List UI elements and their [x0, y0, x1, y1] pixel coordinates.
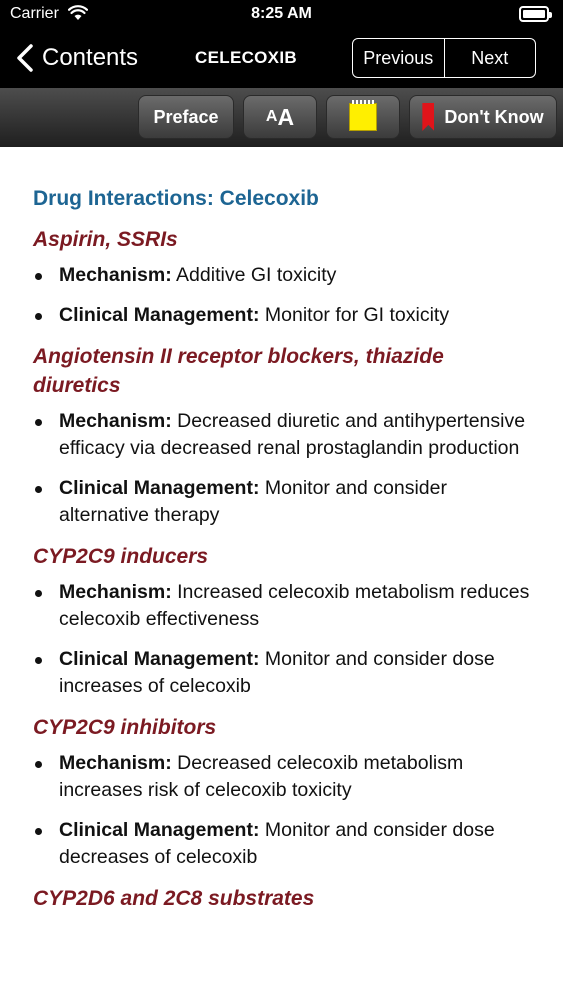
interaction-list	[33, 579, 563, 700]
item-label: Mechanism:	[59, 410, 172, 432]
prev-next-control	[352, 38, 536, 78]
list-item	[33, 579, 563, 633]
status-bar	[0, 0, 563, 30]
chevron-left-icon	[14, 43, 36, 73]
font-size-button[interactable]	[243, 95, 317, 139]
list-item	[33, 408, 563, 462]
item-label: Mechanism:	[59, 581, 172, 603]
list-item	[33, 817, 563, 871]
interaction-section	[33, 225, 563, 329]
interaction-list	[33, 408, 563, 529]
navigation-bar	[0, 0, 563, 88]
font-size-large-glyph: A	[277, 103, 295, 130]
interaction-section	[33, 342, 563, 529]
clock: 8:25 AM	[251, 5, 312, 22]
section-title: CYP2C9 inhibitors	[33, 716, 217, 739]
dont-know-label: Don't Know	[444, 106, 544, 127]
item-text: Monitor and consider dose increases of celecoxib	[59, 648, 495, 697]
font-size-small-glyph: A	[265, 108, 278, 125]
item-text: Increased celecoxib metabolism reduces celecoxib effectiveness	[59, 581, 530, 630]
battery-icon	[519, 6, 549, 22]
preface-button[interactable]: Preface	[138, 95, 234, 139]
interaction-list	[33, 750, 563, 871]
content-heading: Drug Interactions: Celecoxib	[33, 187, 319, 210]
item-label: Clinical Management:	[59, 819, 260, 841]
previous-button[interactable]: Previous	[363, 47, 434, 68]
section-title: Angiotensin II receptor blockers, thiazide diuretics	[33, 345, 444, 397]
list-item	[33, 262, 563, 289]
item-label: Mechanism:	[59, 264, 172, 286]
section-title: Aspirin, SSRIs	[33, 228, 178, 251]
item-text: Additive GI toxicity	[176, 264, 337, 286]
interaction-list	[33, 262, 563, 329]
list-item	[33, 475, 563, 529]
item-label: Mechanism:	[59, 752, 172, 774]
back-label: Contents	[42, 44, 139, 71]
dont-know-button[interactable]	[409, 95, 557, 139]
item-text: Monitor and consider dose decreases of celecoxib	[59, 819, 495, 868]
toolbar	[0, 88, 563, 147]
list-item	[33, 646, 563, 700]
list-item	[33, 302, 563, 329]
interaction-section	[33, 713, 563, 871]
bookmark-flag-icon	[422, 103, 434, 131]
item-label: Clinical Management:	[59, 477, 260, 499]
list-item	[33, 750, 563, 804]
section-title: CYP2C9 inducers	[33, 545, 209, 568]
interaction-section	[33, 542, 563, 700]
back-button[interactable]	[14, 40, 138, 76]
sticky-note-icon	[349, 103, 377, 131]
item-label: Clinical Management:	[59, 648, 260, 670]
note-button[interactable]	[326, 95, 400, 139]
article-content[interactable]	[0, 147, 563, 1000]
carrier-label: Carrier	[10, 5, 59, 22]
interaction-section	[33, 884, 563, 913]
next-button[interactable]: Next	[444, 39, 536, 77]
item-text: Monitor and consider alternative therapy	[59, 477, 447, 526]
item-label: Clinical Management:	[59, 304, 260, 326]
page-title: CELECOXIB	[195, 48, 297, 67]
section-title: CYP2D6 and 2C8 substrates	[33, 887, 315, 910]
item-text: Decreased celecoxib metabolism increases risk of celecoxib toxicity	[59, 752, 464, 801]
item-text: Monitor for GI toxicity	[264, 304, 450, 326]
item-text: Decreased diuretic and antihypertensive efficacy via decreased renal prostaglandin production	[59, 410, 526, 459]
